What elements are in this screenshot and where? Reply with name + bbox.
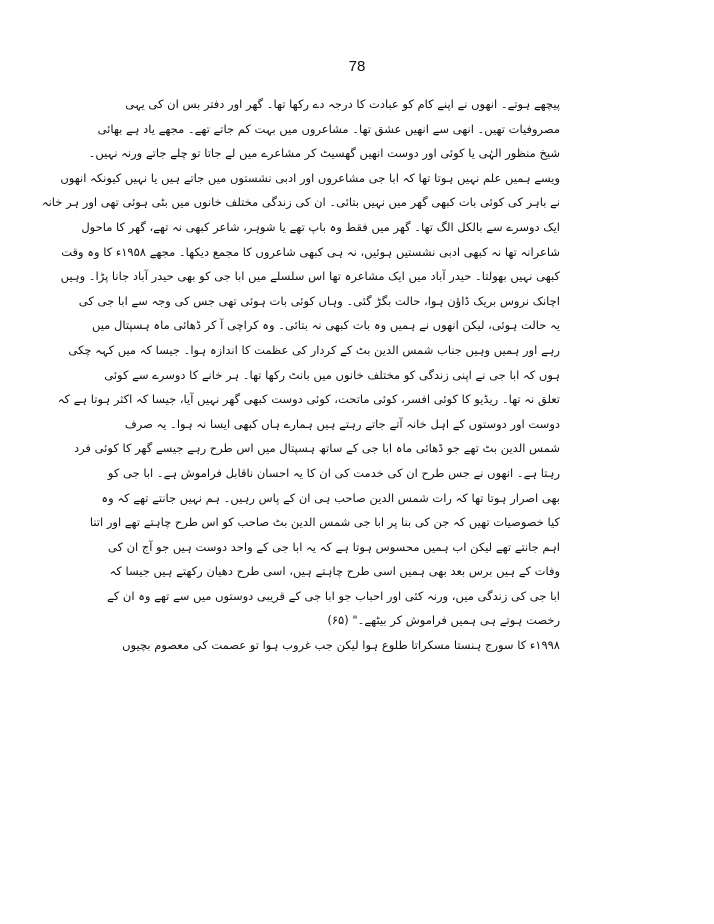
text-line-paragraph-end: رخصت ہوتے ہی ہمیں فراموش کر بیٹھے۔" (۶۵)	[327, 613, 560, 628]
text-line: مصروفیات تھیں۔ انھی سے انھیں عشق تھا۔ مشاعروں میں بہت کم جاتے تھے۔ مجھے یاد ہے بھائی	[97, 121, 560, 136]
text-line: شمس الدین بٹ تھے جو ڈھائی ماہ ابا جی کے ساتھ ہسپتال میں اس طرح رہے جیسے گھر کا کوئی فرد	[73, 441, 560, 456]
text-line: پیچھے ہوتے۔ انھوں نے اپنے کام کو عبادت کا درجہ دے رکھا تھا۔ گھر اور دفتر بس ان کی یہی	[125, 97, 560, 111]
text-line: اچانک نروس بریک ڈاؤن ہوا، حالت بگڑ گئی۔ وہاں کوئی بات ہوئی تھی جس کی وجہ سے ابا جی کی	[78, 293, 560, 308]
text-line: ابا جی کی زندگی میں، ورنہ کئی اور احباب جو ابا جی کے قریبی دوستوں میں سے تھے وہ ان کے	[107, 588, 560, 603]
body-text	[41, 92, 560, 658]
text-line: کیا خصوصیات تھیں کہ جن کی بنا پر ابا جی شمس الدین بٹ صاحب کو اس طرح چاہتے تھے اور اتنا	[89, 515, 560, 530]
text-line: ویسے ہمیں علم نہیں ہوتا تھا کہ ابا جی مشاعروں اور ادبی نشستوں میں جاتے ہیں یا نہیں کیونکہ انھوں	[60, 170, 560, 185]
text-line: شاعرانہ تھا نہ کبھی ادبی نشستیں ہوئیں، نہ ہی کبھی شاعروں کا مجمع دیکھا۔ مجھے ۱۹۵۸ء کا وہ وقت	[61, 244, 560, 259]
text-line: وفات کے ہیں برس بعد بھی ہمیں اسی طرح چاہتے ہیں، اسی طرح دھیان رکھتے ہیں جیسا کہ	[109, 564, 560, 579]
text-line: ۱۹۹۸ء کا سورج ہنستا مسکراتا طلوع ہوا لیکن جب غروب ہوا تو عصمت کی معصوم بچیوں	[122, 638, 560, 653]
text-line: ہوں کہ ابا جی نے اپنی زندگی کو مختلف خانوں میں بانٹ رکھا تھا۔ ہر خانے کا دوسرے سے کوئی	[104, 367, 560, 382]
text-line: رہتا ہے۔ انھوں نے جس طرح ان کی خدمت کی ان کا یہ احسان ناقابل فراموش ہے۔ ابا جی کو	[107, 465, 560, 480]
text-line: یہ حالت ہوئی، لیکن انھوں نے ہمیں وہ بات کبھی نہ بتائی۔ وہ کراچی آ کر ڈھائی ماہ ہسپتال میں	[91, 318, 560, 333]
page-number: 78	[348, 58, 366, 75]
text-line: دوست اور دوستوں کے اہل خانہ آتے جاتے رہتے ہیں ہمارے ہاں کبھی ایسا نہ ہوا۔ یہ صرف	[124, 416, 560, 431]
text-line: اہم جانتے تھے لیکن اب ہمیں محسوس ہوتا ہے کہ یہ ابا جی کے واحد دوست ہیں جو آج ان کی	[107, 539, 560, 554]
text-line: کبھی نہیں بھولتا۔ حیدر آباد میں ایک مشاعرہ تھا اس سلسلے میں ابا جی کو بھی حیدر آباد جانا پڑا۔ وہیں	[60, 269, 560, 284]
text-line: تعلق نہ تھا۔ ریڈیو کا کوئی افسر، کوئی ماتحت، کوئی دوست کبھی گھر نہیں آیا، جیسا کہ اکثر ہوتا ہے کہ	[57, 392, 560, 407]
text-line: شیخ منظور الہٰی یا کوئی اور دوست انھیں گھسیٹ کر مشاعرے میں لے جاتا تو چلے جاتے ورنہ نہیں۔	[88, 146, 560, 161]
text-line: نے باہر کی کوئی بات کبھی گھر میں نہیں بتائی۔ ان کی زندگی مختلف خانوں میں بٹی ہوئی تھی اور ہر خانہ	[41, 195, 560, 210]
text-line: ایک دوسرے سے بالکل الگ تھا۔ گھر میں فقط وہ باپ تھے یا شوہر، شاعر کبھی نہ تھے، گھر کا ماحول	[81, 219, 560, 234]
text-line: رہے اور ہمیں وہیں جناب شمس الدین بٹ کے کردار کی عظمت کا اندازہ ہوا۔ جیسا کہ میں کہہ چکی	[68, 342, 560, 357]
text-line: بھی اصرار ہوتا تھا کہ رات شمس الدین صاحب ہی ان کے پاس رہیں۔ ہم نہیں جانتے تھے کہ وہ	[101, 490, 560, 505]
